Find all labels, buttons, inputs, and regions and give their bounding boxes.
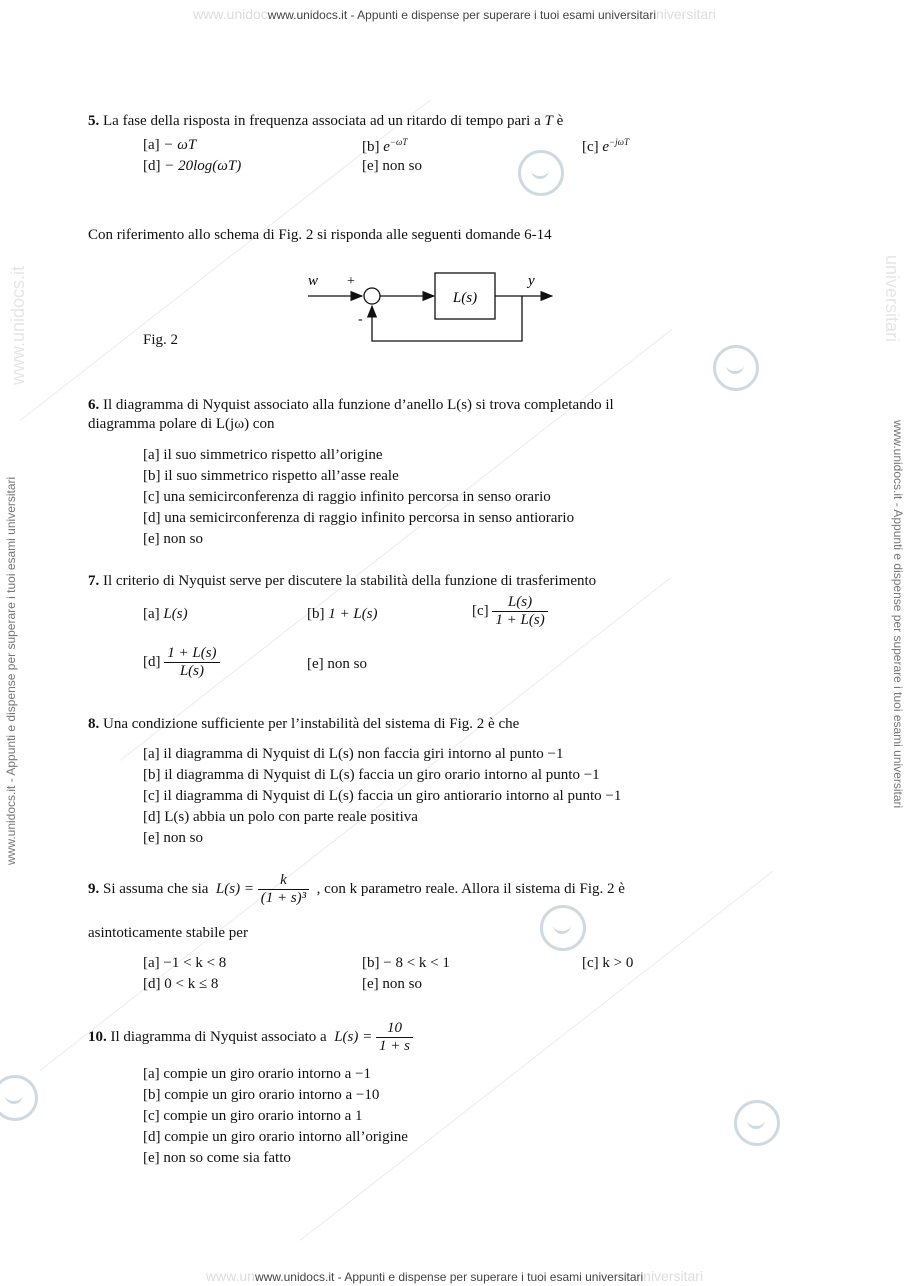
q7-option-c[interactable]: [c] $\frac{L(s)}{1 + L(s)}$ <box>472 594 548 629</box>
block-label: L(s) <box>452 290 478 306</box>
unidocs-logo-icon <box>540 905 586 951</box>
watermark-line <box>300 871 773 1241</box>
plus-sign: + <box>347 274 355 289</box>
question-8: 8. Una condizione sufficiente per l’instabilità del sistema di Fig. 2 è che <box>88 716 520 732</box>
q10-option-a[interactable]: [a] compie un giro orario intorno a −1 <box>143 1066 371 1082</box>
q5-option-a[interactable]: [a] − ωT <box>143 137 197 153</box>
q8-option-a[interactable]: [a] il diagramma di Nyquist di L(s) non faccia giri intorno al punto −1 <box>143 746 564 762</box>
q6-option-a[interactable]: [a] il suo simmetrico rispetto all’origine <box>143 447 383 463</box>
side-watermark-right: www.unidocs.it - Appunti e dispense per superare i tuoi esami universitari <box>891 420 905 809</box>
q7-option-b[interactable]: [b] 1 + L(s) <box>307 606 378 622</box>
q9-option-b[interactable]: [b] − 8 < k < 1 <box>362 955 450 971</box>
footer-watermark: www.unwww.unidocs.it - Appunti e dispense per superare i tuoi esami universitariniversitari <box>205 1268 704 1284</box>
q9-option-c[interactable]: [c] k > 0 <box>582 955 634 971</box>
question-9-line2: asintoticamente stabile per <box>88 925 248 941</box>
minus-sign: - <box>358 312 363 327</box>
output-label: y <box>528 273 535 289</box>
unidocs-logo-icon <box>713 345 759 391</box>
intro-text: Con riferimento allo schema di Fig. 2 si risponda alle seguenti domande 6-14 <box>88 227 552 243</box>
q5-option-c[interactable]: [c] $e^{-j\omega T}$ <box>582 137 630 155</box>
q8-option-d[interactable]: [d] L(s) abbia un polo con parte reale positiva <box>143 809 418 825</box>
q10-option-c[interactable]: [c] compie un giro orario intorno a 1 <box>143 1108 363 1124</box>
fig2-caption: Fig. 2 <box>143 332 179 348</box>
q7-option-e[interactable]: [e] non so <box>307 656 367 672</box>
q5-option-b[interactable]: [b] $e^{-\omega T}$ <box>362 137 408 155</box>
side-watermark-left-ghost: www.unidocs.it <box>8 265 28 385</box>
input-label: w <box>308 273 319 289</box>
q10-option-e[interactable]: [e] non so come sia fatto <box>143 1150 291 1166</box>
question-6: 6. Il diagramma di Nyquist associato alla funzione d’anello L(s) si trova completando il <box>88 397 614 413</box>
q10-option-b[interactable]: [b] compie un giro orario intorno a −10 <box>143 1087 380 1103</box>
q6-option-b[interactable]: [b] il suo simmetrico rispetto all’asse reale <box>143 468 399 484</box>
block-diagram-fig2 <box>300 265 570 350</box>
q7-option-a[interactable]: [a] L(s) <box>143 606 188 622</box>
q9-option-a[interactable]: [a] −1 < k < 8 <box>143 955 227 971</box>
unidocs-logo-icon <box>518 150 564 196</box>
question-5: 5. La fase della risposta in frequenza associata ad un ritardo di tempo pari a T è <box>88 113 564 129</box>
q6-option-d[interactable]: [d] una semicirconferenza di raggio infinito percorsa in senso antiorario <box>143 510 575 526</box>
question-6-line2: diagramma polare di L(jω) con <box>88 416 275 432</box>
question-9: 9. Si assuma che sia L(s) = $\frac{k}{\text{(1 + s)³}}$ , con k parametro reale. Allora il sistema di Fig. 2 è <box>88 872 625 906</box>
q6-option-c[interactable]: [c] una semicirconferenza di raggio infinito percorsa in senso orario <box>143 489 551 505</box>
q5-option-e[interactable]: [e] non so <box>362 158 422 174</box>
q9-option-d[interactable]: [d] 0 < k ≤ 8 <box>143 976 219 992</box>
question-7: 7. Il criterio di Nyquist serve per discutere la stabilità della funzione di trasferimento <box>88 573 597 589</box>
unidocs-logo-icon <box>734 1100 780 1146</box>
q10-option-d[interactable]: [d] compie un giro orario intorno all’origine <box>143 1129 408 1145</box>
q8-option-c[interactable]: [c] il diagramma di Nyquist di L(s) faccia un giro antiorario intorno al punto −1 <box>143 788 622 804</box>
unidocs-logo-icon <box>0 1075 38 1121</box>
q8-option-b[interactable]: [b] il diagramma di Nyquist di L(s) faccia un giro orario intorno al punto −1 <box>143 767 600 783</box>
question-10: 10. Il diagramma di Nyquist associato a L(s) = $\frac{10}{1 + s}$ <box>88 1020 413 1055</box>
q5-option-d[interactable]: [d] − 20log(ωT) <box>143 158 242 174</box>
side-watermark-right-ghost: universitari <box>882 255 902 343</box>
side-watermark-left: www.unidocs.it - Appunti e dispense per superare i tuoi esami universitari <box>4 476 18 865</box>
q9-option-e[interactable]: [e] non so <box>362 976 422 992</box>
q7-option-d[interactable]: [d] $\frac{1 + L(s)}{L(s)}$ <box>143 645 220 680</box>
summing-junction <box>364 288 380 304</box>
q8-option-e[interactable]: [e] non so <box>143 830 203 846</box>
q6-option-e[interactable]: [e] non so <box>143 531 203 547</box>
header-watermark: www.unidocwww.unidocs.it - Appunti e dispense per superare i tuoi esami universitariniversitari <box>193 6 716 22</box>
